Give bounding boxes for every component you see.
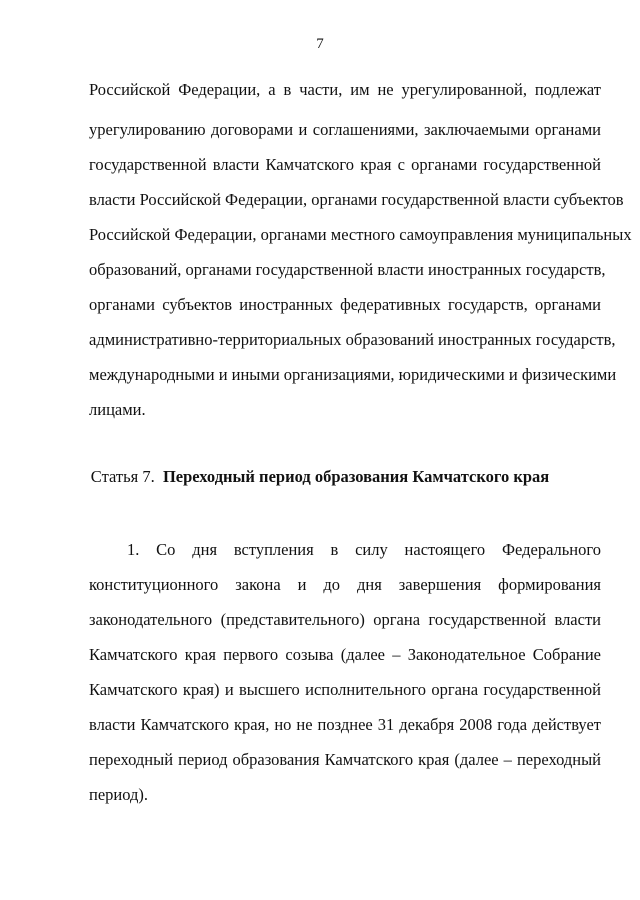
text-line: урегулированию договорами и соглашениями, заключаемыми органами [89,120,601,139]
text-line: переходный период образования Камчатского края (далее – переходный [89,750,601,769]
text-line: период). [89,785,149,804]
text-line: Камчатского края первого созыва (далее – Законодательное Собрание [89,645,601,664]
text-line: Российской Федерации, органами местного самоуправления муниципальных [89,225,632,244]
text-line: законодательного (представительного) органа государственной власти [89,610,601,629]
article-heading [0,467,640,487]
text-line: 1. Со дня вступления в силу настоящего Федерального [127,540,601,559]
article-title: Переходный период образования Камчатского края [162,467,550,486]
text-line: государственной власти Камчатского края с органами государственной [89,155,601,174]
text-line: конституционного закона и до дня завершения формирования [89,575,601,594]
text-line: лицами. [89,400,146,419]
text-line: образований, органами государственной власти иностранных государств, [89,260,606,279]
text-line: административно-территориальных образований иностранных государств, [89,330,616,349]
text-line: Камчатского края) и высшего исполнительного органа государственной [89,680,601,699]
text-line: власти Российской Федерации, органами государственной власти субъектов [89,190,624,209]
text-line: Российской Федерации, а в части, им не урегулированной, подлежат [89,80,601,99]
article-label: Статья 7. [90,467,155,486]
text-line: международными и иными организациями, юридическими и физическими [89,365,617,384]
page-number: 7 [316,36,324,52]
text-line: власти Камчатского края, но не позднее 31 декабря 2008 года действует [89,715,601,734]
text-line: органами субъектов иностранных федеративных государств, органами [89,295,601,314]
